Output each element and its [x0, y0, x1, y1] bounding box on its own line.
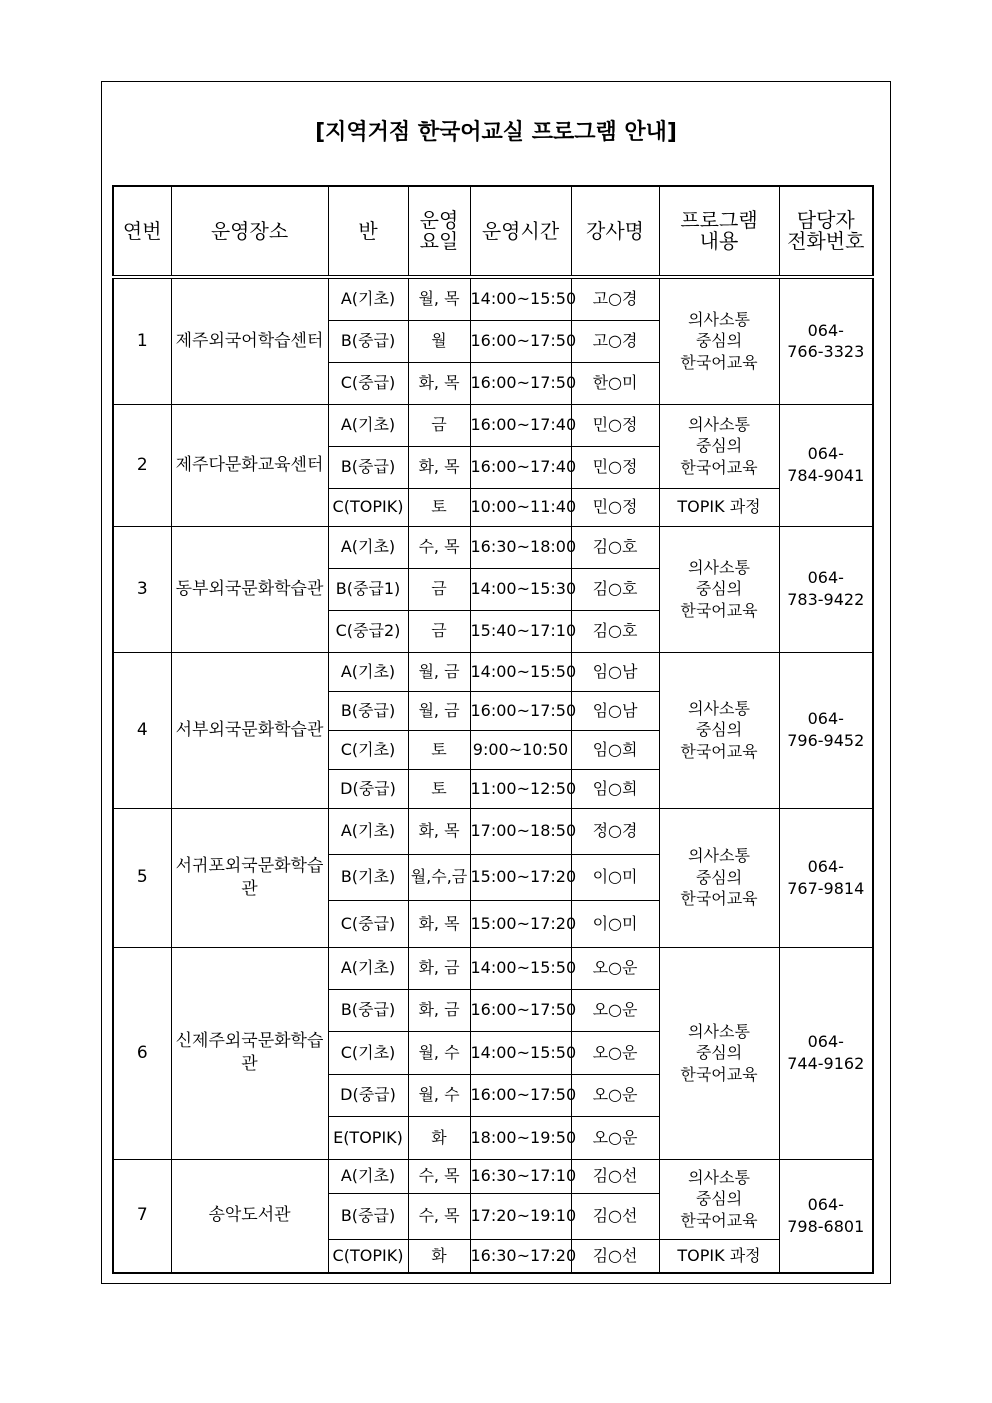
class-days: 화: [408, 1239, 470, 1273]
header-phone-line2: 전화번호: [787, 229, 865, 253]
table-row: [113, 1159, 873, 1193]
class-name: E(TOPIK): [328, 1116, 408, 1159]
table-row: [113, 947, 873, 989]
class-name: B(중급): [328, 446, 408, 488]
class-teacher: 오○운: [571, 1116, 659, 1159]
contact-phone: [779, 808, 873, 947]
program-line: 중심의: [695, 331, 743, 351]
program-content: [659, 808, 779, 947]
class-name: A(기초): [328, 652, 408, 691]
class-days: 금: [408, 568, 470, 610]
class-time: 16:00~17:40: [470, 446, 571, 488]
class-days: 수, 목: [408, 1193, 470, 1239]
class-teacher: 임○희: [571, 769, 659, 808]
class-teacher: 이○미: [571, 854, 659, 900]
site-number: 2: [113, 404, 171, 526]
class-days: 화, 금: [408, 947, 470, 989]
class-teacher: 김○호: [571, 526, 659, 568]
class-time: 16:00~17:50: [470, 1074, 571, 1116]
class-name: B(중급): [328, 1193, 408, 1239]
class-name: A(기초): [328, 1159, 408, 1193]
program-line: 의사소통: [688, 414, 750, 434]
class-days: 금: [408, 404, 470, 446]
phone-line2: 744-9162: [787, 1054, 865, 1073]
class-teacher: 민○정: [571, 404, 659, 446]
program-content: [659, 1239, 779, 1273]
class-teacher: 민○정: [571, 446, 659, 488]
header-time: 운영시간: [470, 186, 571, 277]
class-teacher: 임○남: [571, 652, 659, 691]
table-row: [113, 652, 873, 691]
class-name: B(기초): [328, 854, 408, 900]
phone-line1: 064-: [807, 568, 844, 588]
program-line: 한국어교육: [680, 741, 758, 761]
class-time: 16:30~17:20: [470, 1239, 571, 1273]
class-teacher: 오○운: [571, 947, 659, 989]
class-name: C(중급2): [328, 610, 408, 652]
program-line: 중심의: [695, 579, 743, 599]
class-name: C(기초): [328, 730, 408, 769]
site-number: 6: [113, 947, 171, 1159]
program-line: 의사소통: [688, 846, 750, 866]
class-days: 토: [408, 730, 470, 769]
class-name: A(기초): [328, 277, 408, 320]
site-place: 제주다문화교육센터: [171, 404, 328, 526]
program-content: [659, 652, 779, 808]
class-name: A(기초): [328, 404, 408, 446]
program-line: 의사소통: [688, 309, 750, 329]
class-teacher: 오○운: [571, 1074, 659, 1116]
class-name: C(중급): [328, 900, 408, 947]
header-phone-line1: 담당자: [796, 208, 855, 232]
class-time: 18:00~19:50: [470, 1116, 571, 1159]
class-time: 11:00~12:50: [470, 769, 571, 808]
site-number: 5: [113, 808, 171, 947]
class-teacher: 이○미: [571, 900, 659, 947]
program-line: 중심의: [695, 1189, 743, 1209]
class-days: 월, 금: [408, 691, 470, 730]
program-line: 중심의: [695, 1043, 743, 1063]
class-days: 화: [408, 1116, 470, 1159]
class-name: C(TOPIK): [328, 1239, 408, 1273]
class-time: 9:00~10:50: [470, 730, 571, 769]
class-time: 15:00~17:20: [470, 900, 571, 947]
class-time: 16:30~18:00: [470, 526, 571, 568]
class-days: 토: [408, 769, 470, 808]
program-line: 한국어교육: [680, 600, 758, 620]
class-time: 17:20~19:10: [470, 1193, 571, 1239]
document-title: [지역거점 한국어교실 프로그램 안내]: [315, 120, 677, 145]
table-row: [113, 808, 873, 854]
class-time: 17:00~18:50: [470, 808, 571, 854]
phone-line1: 064-: [807, 856, 844, 876]
site-place: 제주외국어학습센터: [171, 277, 328, 404]
class-time: 16:00~17:50: [470, 691, 571, 730]
site-number: 1: [113, 277, 171, 404]
program-line: TOPIK 과정: [677, 497, 761, 517]
table-body: [113, 277, 873, 1273]
class-time: 15:40~17:10: [470, 610, 571, 652]
program-content: [659, 1159, 779, 1239]
class-time: 14:00~15:50: [470, 652, 571, 691]
header-phone: [779, 186, 873, 277]
class-name: B(중급1): [328, 568, 408, 610]
class-teacher: 민○정: [571, 488, 659, 526]
program-line: 중심의: [695, 436, 743, 456]
phone-line2: 784-9041: [787, 466, 865, 485]
class-days: 토: [408, 488, 470, 526]
class-days: 화, 목: [408, 900, 470, 947]
class-time: 16:00~17:50: [470, 320, 571, 362]
header-class: 반: [328, 186, 408, 277]
program-line: TOPIK 과정: [677, 1245, 761, 1265]
class-name: B(중급): [328, 989, 408, 1031]
class-days: 화, 금: [408, 989, 470, 1031]
site-number: 3: [113, 526, 171, 652]
program-content: [659, 277, 779, 404]
header-no: 연번: [113, 186, 171, 277]
program-line: 중심의: [695, 867, 743, 887]
table-row: [113, 277, 873, 320]
program-line: 한국어교육: [680, 889, 758, 909]
class-teacher: 김○선: [571, 1193, 659, 1239]
class-days: 월, 금: [408, 652, 470, 691]
class-time: 16:00~17:50: [470, 989, 571, 1031]
header-days-line2: 요일: [419, 229, 459, 253]
class-time: 14:00~15:50: [470, 277, 571, 320]
site-place: 신제주외국문화학습관: [171, 947, 328, 1159]
program-line: 한국어교육: [680, 457, 758, 477]
program-line: 의사소통: [688, 698, 750, 718]
program-table: [112, 185, 874, 1274]
program-line: 한국어교육: [680, 1064, 758, 1084]
program-line: 의사소통: [688, 1167, 750, 1187]
class-days: 수, 목: [408, 1159, 470, 1193]
header-content-line2: 내용: [699, 229, 739, 253]
class-name: A(기초): [328, 808, 408, 854]
class-teacher: 한○미: [571, 362, 659, 404]
phone-line1: 064-: [807, 444, 844, 464]
class-time: 15:00~17:20: [470, 854, 571, 900]
phone-line1: 064-: [807, 1032, 844, 1052]
site-place: 서귀포외국문화학습관: [171, 808, 328, 947]
phone-line2: 767-9814: [787, 878, 865, 898]
class-teacher: 정○경: [571, 808, 659, 854]
class-days: 월, 수: [408, 1031, 470, 1074]
program-line: 한국어교육: [680, 353, 758, 373]
class-days: 월, 수: [408, 1074, 470, 1116]
class-days: 월, 목: [408, 277, 470, 320]
program-content: [659, 404, 779, 488]
class-teacher: 고○경: [571, 320, 659, 362]
program-content: [659, 526, 779, 652]
class-teacher: 김○선: [571, 1159, 659, 1193]
phone-line1: 064-: [807, 709, 844, 729]
contact-phone: [779, 526, 873, 652]
class-time: 14:00~15:50: [470, 1031, 571, 1074]
phone-line2: 766-3323: [787, 342, 865, 362]
class-name: C(기초): [328, 1031, 408, 1074]
header-place: 운영장소: [171, 186, 328, 277]
class-time: 14:00~15:50: [470, 947, 571, 989]
site-place: 서부외국문화학습관: [171, 652, 328, 808]
class-days: 화, 목: [408, 446, 470, 488]
header-row: [113, 186, 873, 277]
class-name: C(중급): [328, 362, 408, 404]
contact-phone: [779, 652, 873, 808]
site-number: 4: [113, 652, 171, 808]
header-days-line1: 운영: [419, 208, 459, 232]
phone-line2: 798-6801: [787, 1216, 865, 1236]
class-name: B(중급): [328, 691, 408, 730]
class-name: C(TOPIK): [328, 488, 408, 526]
program-content: [659, 947, 779, 1159]
class-name: D(중급): [328, 769, 408, 808]
class-time: 10:00~11:40: [470, 488, 571, 526]
class-teacher: 임○희: [571, 730, 659, 769]
class-days: 수, 목: [408, 526, 470, 568]
phone-line2: 796-9452: [787, 731, 865, 750]
phone-line1: 064-: [807, 1195, 844, 1215]
contact-phone: [779, 404, 873, 526]
class-teacher: 오○운: [571, 1031, 659, 1074]
class-name: B(중급): [328, 320, 408, 362]
phone-line1: 064-: [807, 320, 844, 340]
class-days: 월,수,금: [408, 854, 470, 900]
class-teacher: 김○선: [571, 1239, 659, 1273]
program-line: 의사소통: [688, 557, 750, 577]
class-name: A(기초): [328, 526, 408, 568]
class-days: 화, 목: [408, 362, 470, 404]
site-place: 동부외국문화학습관: [171, 526, 328, 652]
header-teacher: 강사명: [571, 186, 659, 277]
contact-phone: [779, 1159, 873, 1273]
site-place: 송악도서관: [171, 1159, 328, 1273]
class-name: D(중급): [328, 1074, 408, 1116]
program-line: 중심의: [695, 720, 743, 740]
program-line: 의사소통: [688, 1021, 750, 1041]
class-teacher: 임○남: [571, 691, 659, 730]
table-row: [113, 526, 873, 568]
program-line: 한국어교육: [680, 1210, 758, 1230]
header-content-line1: 프로그램: [680, 208, 758, 232]
class-teacher: 김○호: [571, 610, 659, 652]
class-time: 16:00~17:50: [470, 362, 571, 404]
contact-phone: [779, 277, 873, 404]
header-days: [408, 186, 470, 277]
class-time: 16:00~17:40: [470, 404, 571, 446]
table-row: [113, 404, 873, 446]
site-number: 7: [113, 1159, 171, 1273]
class-time: 14:00~15:30: [470, 568, 571, 610]
phone-line2: 783-9422: [787, 590, 865, 609]
class-teacher: 고○경: [571, 277, 659, 320]
contact-phone: [779, 947, 873, 1159]
class-days: 금: [408, 610, 470, 652]
class-name: A(기초): [328, 947, 408, 989]
program-content: [659, 488, 779, 526]
class-time: 16:30~17:10: [470, 1159, 571, 1193]
header-content: [659, 186, 779, 277]
class-days: 월: [408, 320, 470, 362]
class-teacher: 김○호: [571, 568, 659, 610]
class-days: 화, 목: [408, 808, 470, 854]
class-teacher: 오○운: [571, 989, 659, 1031]
